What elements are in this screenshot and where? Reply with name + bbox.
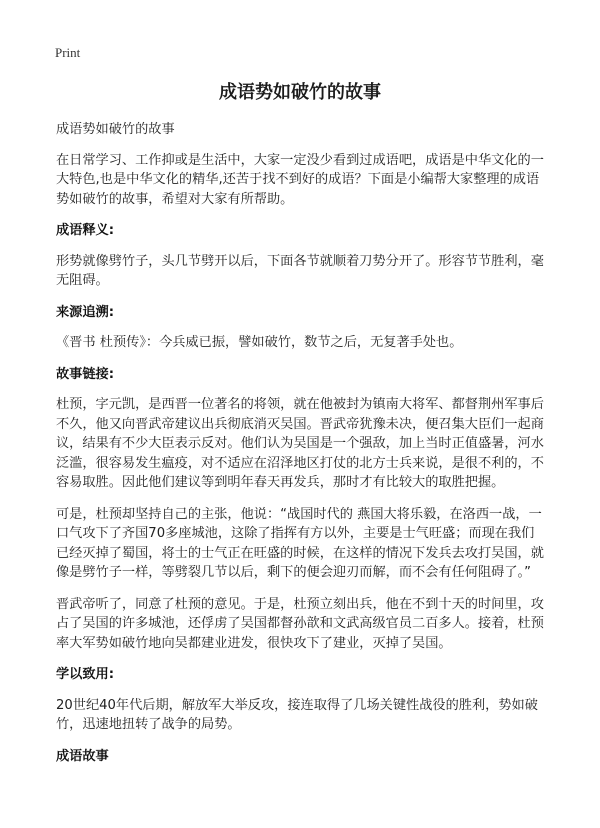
section-heading-definition: 成语释义: <box>56 223 115 238</box>
page-title: 成语势如破竹的故事 <box>219 82 381 103</box>
article-subtitle: 成语势如破竹的故事 <box>56 122 175 137</box>
article-body <box>56 120 544 777</box>
intro-paragraph: 在日常学习、工作抑或是生活中，大家一定没少看到过成语吧，成语是中华文化的一大特色,也是中华文化的精华,还苦于找不到好的成语？下面是小编帮大家整理的成语势如破竹的故事，希望对大家有所帮助。 <box>56 152 544 207</box>
section-heading-usage: 学以致用: <box>56 667 115 682</box>
source-paragraph: 《晋书 杜预传》：今兵威已振，譬如破竹，数节之后，无复著手处也。 <box>56 335 463 350</box>
section-heading-source: 来源追溯: <box>56 304 115 320</box>
story-paragraph-2: 可是，杜预却坚持自己的主张，他说：“战国时代的 燕国大将乐毅，在洛西一战，一口气攻下了齐国70多座城池，这除了指挥有方以外，主要是士气旺盛；而现在我们已经灭掉了蜀国，将士的士气正在旺盛的时候，在这样的情况下发兵去攻打吴国，就像是劈竹子一样，等劈裂几节以后，剩下的便会迎刃而解，而不会有任何阻碍了。” <box>56 506 544 580</box>
section-heading-idiom-story: 成语故事 <box>56 748 109 764</box>
print-link[interactable]: Print <box>55 45 81 60</box>
usage-paragraph: 20世纪40年代后期，解放军大举反攻，接连取得了几场关键性战役的胜利，势如破竹，迅速地扭转了战争的局势。 <box>56 697 538 732</box>
definition-paragraph: 形势就像劈竹子，头几节劈开以后，下面各节就顺着刀势分开了。形容节节胜利，毫无阻碍。 <box>56 253 544 288</box>
story-paragraph-1: 杜预，字元凯，是西晋一位著名的将领，就在他被封为镇南大将军、都督荆州军事后不久，他又向晋武帝建议出兵彻底消灭吴国。晋武帝犹豫未决，便召集大臣们一起商议，结果有不少大臣表示反对。他们认为吴国是一个强敌，加上当时正值盛暑，河水泛滥，很容易发生瘟疫，对不适应在沼泽地区打仗的北方士兵来说，是很不利的，不容易取胜。因此他们建议等到明年春天再发兵，那时才有比较大的取胜把握。 <box>56 397 544 490</box>
story-paragraph-3: 晋武帝听了，同意了杜预的意见。于是，杜预立刻出兵，他在不到十天的时间里，攻占了吴国的许多城池，还俘虏了吴国都督孙歆和文武高级官员二百多人。接着，杜预率大军势如破竹地向吴都建业进发，很快攻下了建业，灭掉了吴国。 <box>56 596 544 651</box>
section-heading-story: 故事链接: <box>56 366 115 382</box>
